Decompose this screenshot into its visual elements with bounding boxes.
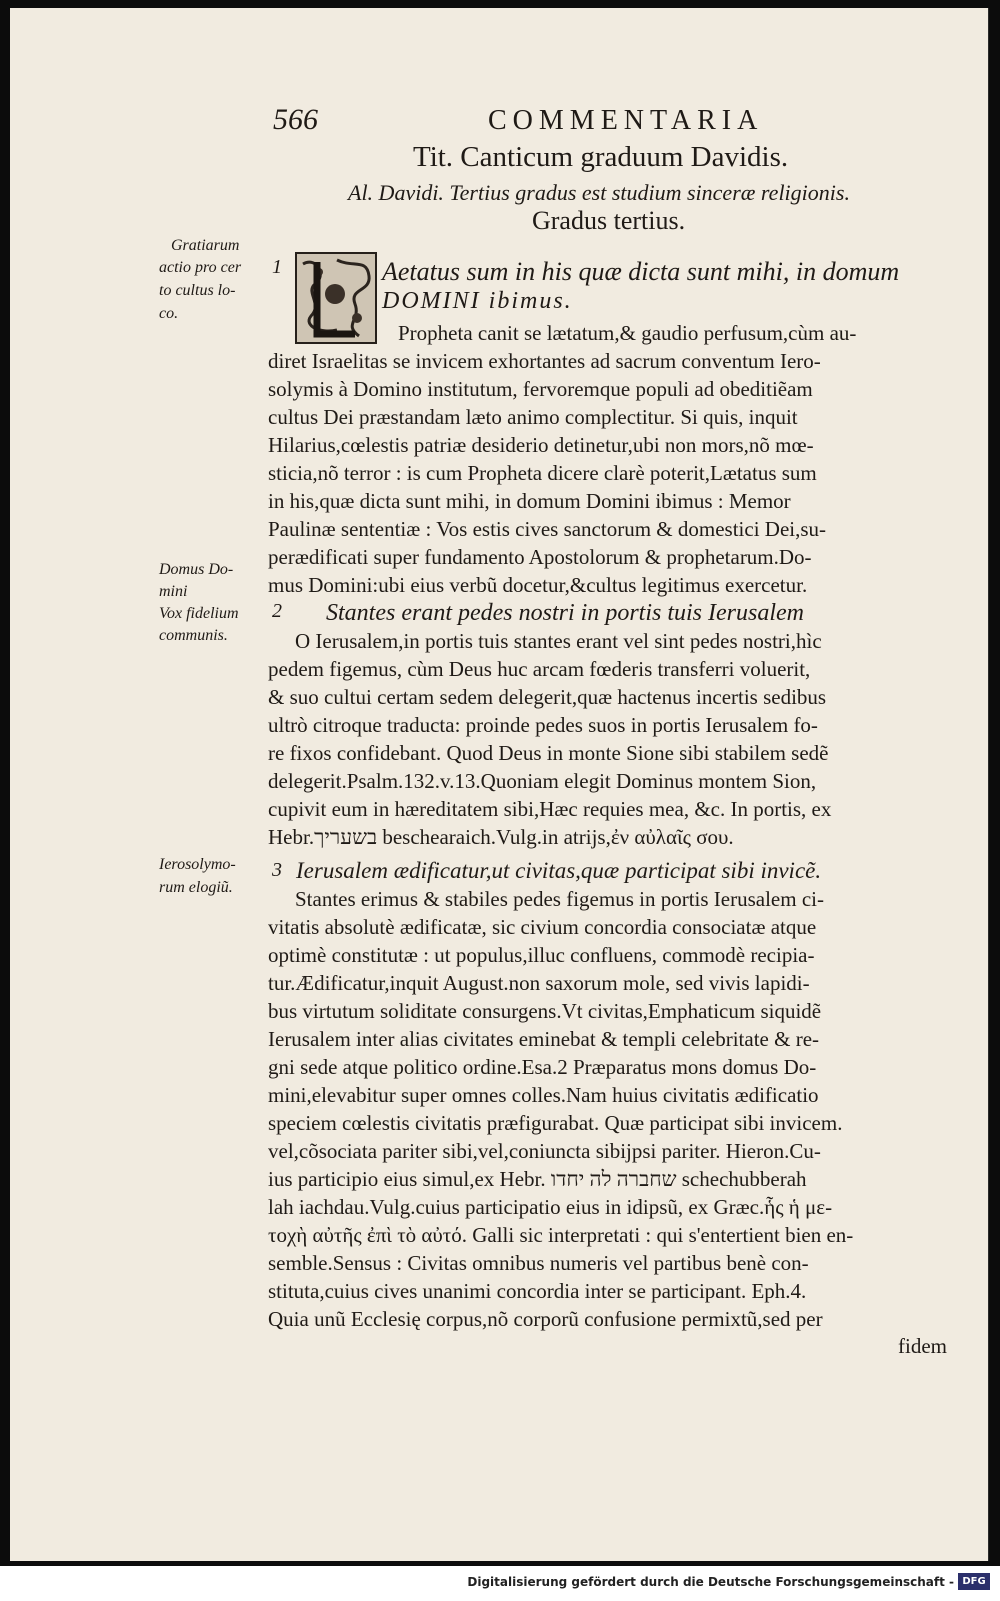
text-line: tur.Ædificatur,inquit August.non saxorum mole, sed vivis lapidi- — [268, 971, 810, 995]
text-line: in his,quæ dicta sunt mihi, in domum Domini ibimus : Memor — [268, 489, 791, 513]
verse-lemma: Stantes erant pedes nostri in portis tuis Ierusalem — [326, 600, 804, 626]
margin-note: to cultus lo- — [159, 282, 236, 299]
book-page — [10, 8, 989, 1561]
text-line: delegerit.Psalm.132.v.13.Quoniam elegit Dominus montem Sion, — [268, 769, 817, 793]
text-line: Propheta canit se lætatum,& gaudio perfusum,cùm au- — [398, 321, 857, 345]
psalm-subtitle: Al. Davidi. Tertius gradus est studium sinceræ religionis. — [348, 180, 850, 205]
verse-number: 1 — [272, 256, 282, 278]
text-line: bus virtutum soliditate consurgens.Vt civitas,Emphaticum siquidẽ — [268, 999, 822, 1023]
text-line: Quia unũ Ecclesię corpus,nõ corporũ confusione permixtũ,sed per — [268, 1307, 823, 1331]
footer-credit: Digitalisierung gefördert durch die Deutsche Forschungsgemeinschaft - — [467, 1575, 954, 1589]
text-line: mini,elevabitur super omnes colles.Nam huius civitatis ædificatio — [268, 1083, 819, 1107]
gradus-heading: Gradus tertius. — [532, 206, 686, 235]
text-line: speciem cœlestis civitatis præfigurabat. Quæ participat sibi invicem. — [268, 1111, 843, 1135]
catchword: fidem — [898, 1334, 947, 1358]
text-line: & suo cultui certam sedem delegerit,quæ hactenus incertis sedibus — [268, 685, 827, 709]
text-line: perædificati super fundamento Apostolorum & prophetarum.Do- — [268, 545, 812, 569]
margin-note: actio pro cer — [159, 259, 242, 276]
verse-lemma: Ierusalem ædificatur,ut civitas,quæ participat sibi invicẽ. — [296, 858, 822, 883]
text-line: cultus Dei præstandam læto animo complectitur. Si quis, inquit — [268, 405, 798, 429]
verse-lemma: DOMINI ibimus. — [382, 288, 573, 314]
margin-note: mini — [159, 583, 188, 600]
margin-note: Ierosolymo- — [159, 856, 236, 873]
psalm-title: Tit. Canticum graduum Davidis. — [413, 141, 789, 173]
text-line: O Ierusalem,in portis tuis stantes erant vel sint pedes nostri,hìc — [295, 629, 822, 653]
text-line: vitatis absolutè ædificatæ, sic civium concordia consociatæ atque — [268, 915, 817, 939]
running-title: COMMENTARIA — [488, 105, 764, 136]
text-line: ultrò citroque traducta: proinde pedes suos in portis Ierusalem fo- — [268, 713, 818, 737]
text-line: stituta,cuius cives unanimi concordia inter se participant. Eph.4. — [268, 1279, 807, 1303]
text-line: ius participio eius simul,ex Hebr. שחברה לה יחדו schechubberah — [268, 1167, 807, 1191]
text-line: pedem figemus, cùm Deus huc arcam fœderis transferri voluerit, — [268, 657, 811, 681]
text-line: lah iachdau.Vulg.cuius participatio eius in idipsũ, ex Græc.ἧς ἡ με- — [268, 1195, 833, 1219]
text-line: optimè constitutæ : ut populus,illuc confluens, commodè recipia- — [268, 943, 815, 967]
margin-note: rum elogiũ. — [159, 879, 233, 896]
verse-lemma: Aetatus sum in his quæ dicta sunt mihi, in domum — [382, 257, 900, 286]
running-header — [273, 103, 833, 143]
text-line: diret Israelitas se invicem exhortantes ad sacrum conventum Iero- — [268, 349, 821, 373]
margin-note: Domus Do- — [159, 561, 234, 578]
text-line: semble.Sensus : Civitas omnibus numeris vel partibus benè con- — [268, 1251, 809, 1275]
margin-note: co. — [159, 305, 179, 322]
text-line: vel,cõsociata pariter sibi,vel,coniuncta sibijpsi pariter. Hieron.Cu- — [268, 1139, 821, 1163]
digitization-footer — [0, 1566, 1000, 1601]
page-number: 566 — [273, 103, 318, 136]
margin-note: communis. — [159, 627, 228, 644]
text-line: re fixos confidebant. Quod Deus in monte Sione sibi stabilem sedẽ — [268, 741, 829, 765]
text-line: solymis à Domino institutum, fervoremque populi ad obeditiẽam — [268, 377, 813, 401]
text-line: mus Domini:ubi eius verbũ docetur,&cultus legitimus exercetur. — [268, 573, 808, 597]
margin-note: Vox fidelium — [159, 605, 239, 622]
text-line: Paulinæ sententiæ : Vos estis cives sanctorum & domestici Dei,su- — [268, 517, 827, 541]
dfg-logo-icon: DFG — [958, 1573, 990, 1590]
text-line: Stantes erimus & stabiles pedes figemus in portis Ierusalem ci- — [295, 887, 824, 911]
text-line: Hilarius,cœlestis patriæ desiderio detinetur,ubi non mors,nõ mœ- — [268, 433, 814, 457]
text-line: cupivit eum in hæreditatem sibi,Hæc requies mea, &c. In portis, ex — [268, 797, 832, 821]
text-line: Hebr.בשעריך beschearaich.Vulg.in atrijs,ἐν αὐλαῖς σου. — [268, 825, 734, 849]
text-line: τοχὴ αὐτῆς ἐπὶ τὸ αὐτό. Galli sic interpretati : qui s'entertient bien en- — [268, 1223, 854, 1247]
verse-number: 2 — [272, 600, 282, 622]
margin-note: Gratiarum — [171, 237, 240, 254]
verse-number: 3 — [272, 859, 282, 881]
text-line: Ierusalem inter alias civitates eminebat & templi celebritate & re- — [268, 1027, 820, 1051]
text-line: sticia,nõ terror : is cum Propheta dicere clarè poterit,Lætatus sum — [268, 461, 817, 485]
text-line: gni sede atque politico ordine.Esa.2 Præparatus mons domus Do- — [268, 1055, 817, 1079]
decorated-initial-icon — [295, 252, 377, 344]
